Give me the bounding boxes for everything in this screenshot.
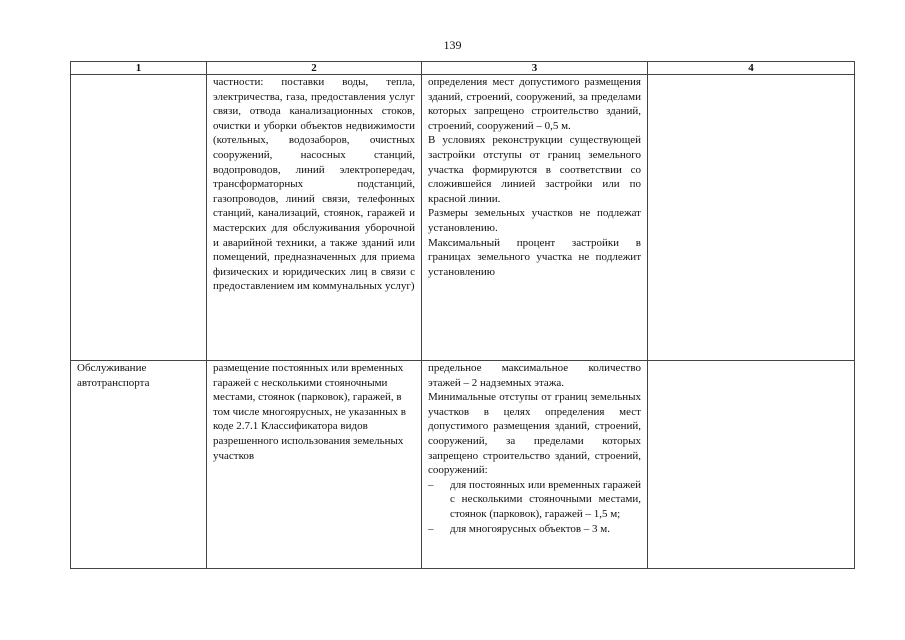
header-col-3: 3 [422,62,648,75]
list-item-text: для постоянных или временных гаражей с несколькими стояночными местами, стоянок (парковок), гаражей – 1,5 м; [450,478,641,520]
row2-col3 [422,361,648,569]
row1-col3 [422,75,648,361]
row2-col4 [648,361,855,569]
dash-marker: – [428,478,434,491]
row1-col3-para: Размеры земельных участков не подлежат установлению. [428,207,641,234]
row2-col3-para: предельное максимальное количество этажей – 2 надземных этажа. [428,362,641,389]
header-col-4: 4 [648,62,855,75]
regulations-table [70,61,855,569]
row1-col3-para: В условиях реконструкции существующей застройки отступы от границ земельного участка формируются в соответствии со сложившейся линией застройки или по красной линии. [428,134,641,205]
table-header-row [71,62,855,75]
page-number: 139 [443,38,462,52]
setback-list [428,478,641,536]
list-item [428,478,641,522]
row1-col1 [71,75,207,361]
row2-col3-para: Минимальные отступы от границ земельных участков в целях определения мест допустимого размещения зданий, строений, сооружений, за пределами которых запрещено строительство зданий, строений, сооружений: [428,391,641,477]
row1-col4 [648,75,855,361]
list-item-text: для многоярусных объектов – 3 м. [450,522,611,535]
header-col-2: 2 [207,62,422,75]
row1-col2: частности: поставки воды, тепла, электричества, газа, предоставления услуг связи, отвода канализационных стоков, очистки и уборки объектов недвижимости (котельных, водозаборов, очистных сооружений, насосных станций, водопроводов, линий электропередач, трансформаторных подстанций, газопроводов, линий связи, телефонных станций, канализаций, стоянок, гаражей и мастерских для обслуживания уборочной и аварийной техники, а также зданий или помещений, предназначенных для приема физических и юридических лиц в связи с предоставлением им коммунальных услуг) [207,75,422,361]
row2-col2: размещение постоянных или временных гаражей с несколькими стояночными местами, стоянок (парковок), гаражей, в том числе многоярусных, не указанных в коде 2.7.1 Классификатора видов разрешенного использования земельных участков [207,361,422,569]
table-row [71,361,855,569]
table-row [71,75,855,361]
row2-col1: Обслуживание автотранспорта [71,361,207,569]
header-col-1: 1 [71,62,207,75]
row1-col3-para: определения мест допустимого размещения зданий, строений, сооружений, за пределами которых запрещено строительство зданий, строений, сооружений – 0,5 м. [428,76,641,132]
dash-marker: – [428,522,434,535]
list-item [428,522,641,537]
row1-col3-para: Максимальный процент застройки в границах земельного участка не подлежит установлению [428,236,641,278]
